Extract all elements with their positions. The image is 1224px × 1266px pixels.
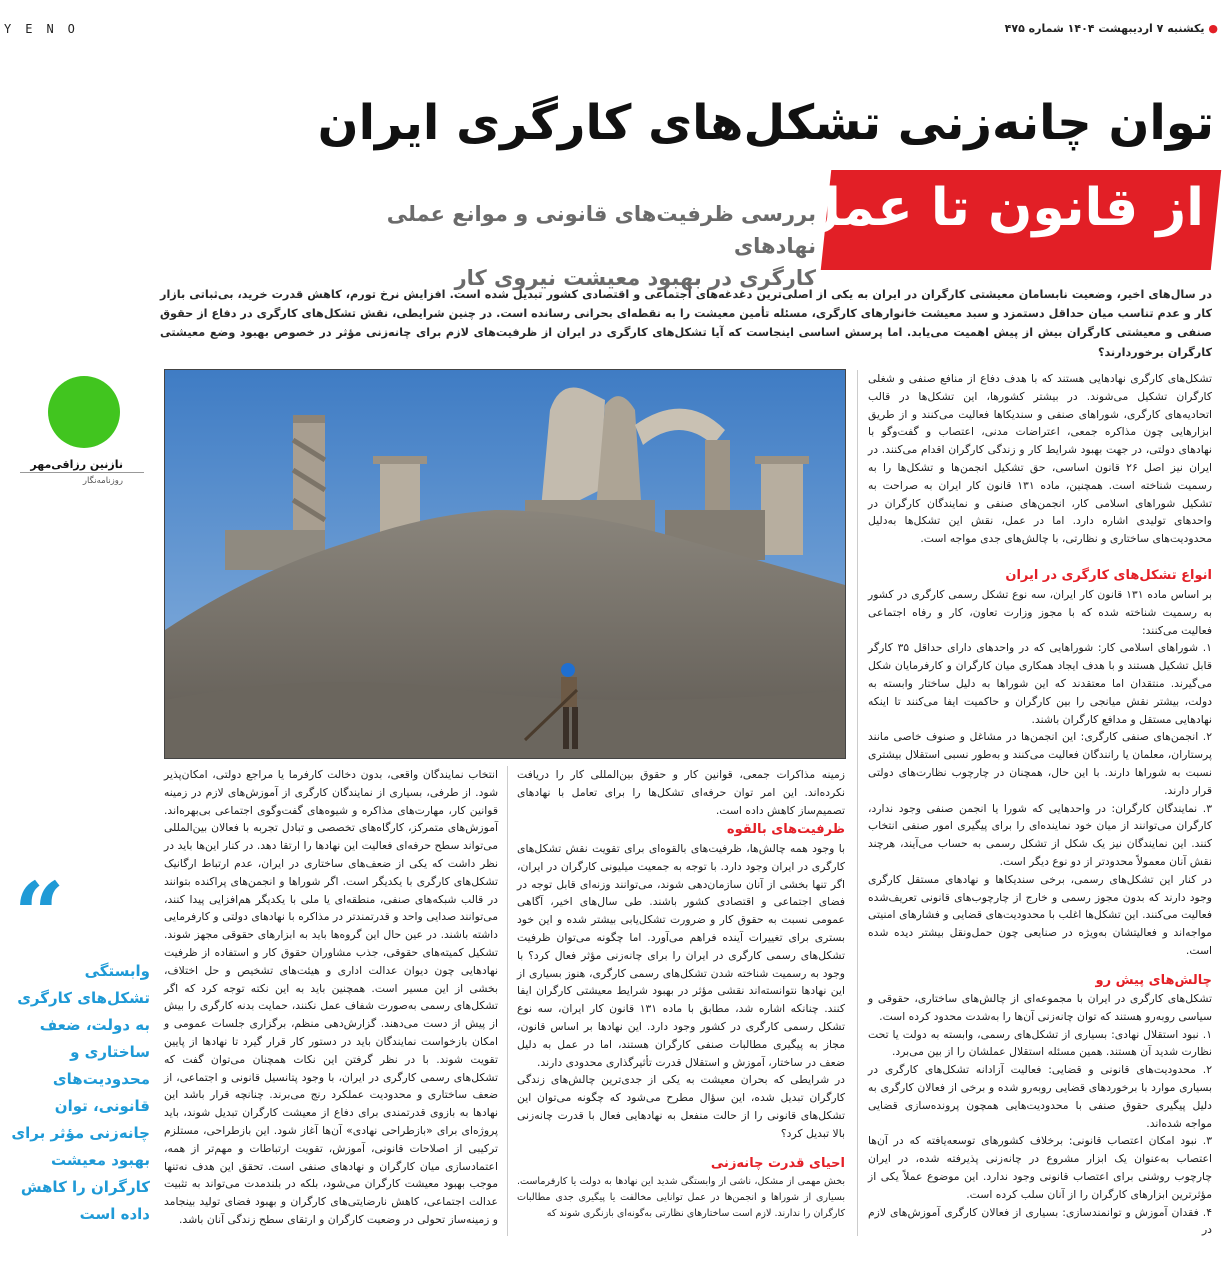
section-title-types: انواع تشکل‌های کارگری در ایران	[1005, 568, 1212, 583]
column-divider	[857, 370, 858, 1236]
quote-mark-icon: “	[14, 862, 65, 966]
section-title-revival: احیای قدرت چانه‌زنی	[710, 1156, 845, 1171]
left-column-body	[164, 766, 498, 1229]
lead-paragraph: در سال‌های اخیر، وضعیت نابسامان معیشتی کارگران در ایران به یکی از اصلی‌ترین دغدغه‌های اجتماعی و اقتصادی کشور تبدیل شده است. افزایش نرخ تورم، کاهش قدرت خرید، بی‌ثباتی بازار کار و عدم تناسب میان حداقل دستمزد و سبد معیشت خانوارهای کارگری، مسئله تأمین معیشت را به نقطه‌ای بحرانی رسانده است. در چنین شرایطی، نقش تشکل‌های کارگری در دفاع از حقوق صنفی و معیشتی کارگران بیش از پیش اهمیت می‌یابد. اما پرسش اساسی اینجاست که آیا تشکل‌های کارگری در ایران از ظرفیت‌های لازم برای چانه‌زنی مؤثر در خصوص بهبود وضع معیشتی کارگران برخوردارند؟	[160, 288, 1212, 359]
section-body-types	[868, 586, 1212, 960]
intro-paragraph: تشکل‌های کارگری نهادهایی هستند که با هدف دفاع از منافع صنفی و شغلی کارگران تشکیل می‌شوند. در بیشتر کشورها، این تشکل‌ها در قالب اتحادیه‌های کارگری، شوراهای صنفی و سندیکاها فعالیت می‌کنند و از طریق ابزارهایی چون مذاکره جمعی، اعتراضات مدنی، اعتصاب و گفت‌وگو با نهادهای دولتی، در جهت بهبود شرایط کار و زندگی کارگران اقدام می‌کنند. در ایران نیز اصل ۲۶ قانون اساسی، حق تشکیل انجمن‌ها و تشکل‌ها را به رسمیت شناخته است. همچنین، ماده ۱۳۱ قانون کار ایران به صراحت به تشکیل شوراهای اسلامی کار، انجمن‌های صنفی و نمایندگان کارگران در واحدهای تولیدی اشاره دارد. اما در عمل، نقش این تشکل‌ها به‌دلیل محدودیت‌های ساختاری و نظارتی، با چالش‌های جدی مواجه است.	[868, 372, 1212, 546]
issue-date-line	[1005, 22, 1218, 35]
headline: توان چانه‌زنی تشکل‌های کارگری ایران	[317, 95, 1214, 151]
paragraph: ۱. نبود استقلال نهادی: بسیاری از تشکل‌های رسمی، وابسته به دولت یا تحت نظارت شدید آن هستند. همین مسئله استقلال عملشان را از بین می‌برد.	[868, 1027, 1212, 1059]
column-divider	[507, 766, 508, 1236]
paragraph: ۲. انجمن‌های صنفی کارگری: این انجمن‌ها در مشاغل و صنوف خاصی مانند پرستاران، معلمان یا رانندگان فعالیت می‌کنند و به‌طور نسبی استقلال بیشتری نسبت به شوراها دارند. با این حال، همچنان در چارچوب نظارت‌های دولتی قرار دارند.	[868, 730, 1212, 797]
section-body-challenges	[868, 990, 1212, 1239]
paragraph: ۴. فقدان آموزش و توانمندسازی: بسیاری از فعالان کارگری آموزش‌های لازم در	[868, 1205, 1212, 1237]
author-avatar	[48, 376, 120, 448]
paragraph: انتخاب نمایندگان واقعی، بدون دخالت کارفرما یا مراجع دولتی، امکان‌پذیر شود. از طرفی، بسیاری از نمایندگان کارگری از آموزش‌های لازم در زمینه قوانین کار، مهارت‌های مذاکره و شیوه‌های گفت‌وگوی اجتماعی بی‌بهره‌اند. آموزش‌های متمرکز، کارگاه‌های تخصصی و تبادل تجربه با فعالان بین‌المللی می‌تواند سطح حرفه‌ای فعالیت این نهادها را ارتقا دهد. در کنار این‌ها باید در نظر داشت که یکی از ضعف‌های ساختاری در ایران، عدم ارتباط ارگانیک تشکل‌های کارگری با یکدیگر است. اگر شوراها و انجمن‌های پراکنده بتوانند در قالب شبکه‌های صنفی، منطقه‌ای یا ملی با یکدیگر هم‌افزایی پیدا کنند، می‌توانند صدایی واحد و قدرتمندتر در مذاکره با نهادهای دولتی و کارفرمایی داشته باشند. در عین حال این گروه‌ها باید به ابزارهای حقوقی مجهز شوند. تشکیل کمیته‌های حقوقی، جذب مشاوران حقوق کار و استفاده از ظرفیت نهادهایی چون دیوان عدالت اداری و هیئت‌های تشخیص و حل اختلاف، بخشی از این مسیر است. همچنین باید به این نکته توجه کرد که اگر تشکل‌های رسمی به‌صورت شفاف عمل نکنند، حمایت بدنه کارگری را بیش از پیش از دست می‌دهند. گزارش‌دهی منظم، برگزاری جلسات عمومی و امکان بازخواست نمایندگان باید در دستور کار قرار گیرد تا نهادها از پایین تقویت شوند. با در نظر گرفتن این نکات همچنان می‌توان گفت که تشکل‌های رسمی کارگری در ایران، با وجود پتانسیل قانونی و اجتماعی، از ضعف ساختاری و محدودیت عملکرد رنج می‌برند. چنانچه قرار باشد این نهادها به بازوی قدرتمندی برای دفاع از معیشت کارگران تبدیل شوند، باید پروژه‌ای برای «بازطراحی نهادی» آن‌ها آغاز شود. این بازطراحی، مستلزم ترکیبی از اصلاحات قانونی، آموزش، تقویت ارتباطات و مهم‌تر از همه، اعتمادسازی میان کارگران و نهادهای صنفی است. تحقق این هدف نه‌تنها موجب بهبود معیشت کارگران می‌شود، بلکه در بلندمدت می‌تواند به تثبیت عدالت اجتماعی، کاهش نارضایتی‌های کارگران و بهبود فضای تولید بینجامد و زمینه‌ساز تحولی در وضعیت کارگران و ارتقای سطح زندگی آنان باشد.	[164, 768, 498, 1226]
paragraph: در کنار این تشکل‌های رسمی، برخی سندیکاها و نهادهای مستقل کارگری وجود دارند که بدون مجوز رسمی و خارج از چارچوب‌های قانونی تعریف‌شده فعالیت می‌کنند. این تشکل‌ها اغلب با محدودیت‌های قضایی و فشارهای امنیتی مواجه‌اند و فعالیتشان به‌ویژه در صنایعی چون حمل‌ونقل بیشتر دیده شده است.	[868, 872, 1212, 957]
paragraph: با وجود همه چالش‌ها، ظرفیت‌های بالقوه‌ای برای تقویت نقش تشکل‌های کارگری در ایران وجود دارد. با توجه به جمعیت میلیونی کارگران در ایران، اگر تنها بخشی از آنان سازمان‌دهی شوند، می‌توانند وزنه‌ای قابل توجه در فضای اجتماعی و اقتصادی کشور باشند. طی سال‌های اخیر، آگاهی عمومی نسبت به حقوق کار و ضرورت تشکل‌یابی بیشتر شده و این خود بستری برای تغییرات آینده فراهم می‌آورد. اما چگونه می‌توان ظرفیت تشکل‌های رسمی کارگری در ایران را برای چانه‌زنی مؤثر فعال کرد؟ با وجود به رسمیت شناخته شدن تشکل‌های رسمی کارگری، هنوز بسیاری از این نهادها نتوانسته‌اند نقشی مؤثر در بهبود شرایط معیشتی کارگران ایفا کنند. چنانکه اشاره شد، مطابق با ماده ۱۳۱ قانون کار ایران، سه نوع تشکل رسمی کارگری در کشور وجود دارد. این نهادها بر اساس قانون، مجاز به پیگیری مطالبات صنفی کارگران هستند، اما در عمل به دلیل ضعف در ساختار، آموزش و استقلال قدرت تأثیرگذاری محدودی دارند.	[517, 842, 845, 1069]
pull-quote: وابستگی تشکل‌های کارگری به دولت، ضعف ساختاری و محدودیت‌های قانونی، توان چانه‌زنی مؤثر برای بهبود معیشت کارگران را کاهش داده است	[11, 962, 150, 1223]
article-photo	[164, 369, 846, 759]
kicker-title: از قانون تا عمل	[795, 178, 1204, 238]
section-body-revival	[517, 1174, 845, 1221]
subheadline	[376, 198, 816, 294]
paragraph: بر اساس ماده ۱۳۱ قانون کار ایران، سه نوع تشکل رسمی کارگری در کشور به رسمیت شناخته شده که با مجوز وزارت تعاون، کار و رفاه اجتماعی فعالیت می‌کنند:	[868, 588, 1213, 637]
paragraph: ۲. محدودیت‌های قانونی و قضایی: فعالیت آزادانه تشکل‌های کارگری در بسیاری موارد با برخوردهای قضایی روبه‌رو شده و برخی از فعالان کارگری به دلیل پیگیری حقوق صنفی با محدودیت‌هایی همچون پرونده‌سازی قضایی مواجه شده‌اند.	[868, 1063, 1212, 1130]
paragraph: ۳. نبود امکان اعتصاب قانونی: برخلاف کشورهای توسعه‌یافته که در آن‌ها اعتصاب به‌عنوان یک ابزار مشروع در چانه‌زنی پذیرفته شده، در ایران چارچوب روشنی برای اعتصاب قانونی وجود ندارد. این موضوع عملاً یکی از مؤثرترین ابزارهای کارگران را از آنان سلب کرده است.	[868, 1134, 1212, 1201]
subhead-line-1: بررسی ظرفیت‌های قانونی و موانع عملی نهادهای	[386, 202, 816, 258]
section-body-potential	[517, 840, 845, 1143]
paragraph: بخش مهمی از مشکل، ناشی از وابستگی شدید این نهادها به دولت یا کارفرماست. بسیاری از شوراها و انجمن‌ها در عمل توانایی مخالفت یا پیگیری جدی مطالبات کارگران را ندارند. لازم است ساختارهای نظارتی به‌گونه‌ای بازنگری شوند که	[517, 1176, 845, 1219]
paragraph: در شرایطی که بحران معیشت به یکی از جدی‌ترین چالش‌های زندگی کارگران تبدیل شده، این سؤال مطرح می‌شود که چگونه می‌توان این تشکل‌های قانونی را از حالت منفعل به نهادهایی فعال با قدرت چانه‌زنی بالا تبدیل کرد؟	[517, 1073, 845, 1140]
worker-helmet-icon	[561, 663, 575, 677]
subhead-line-2: کارگری در بهبود معیشت نیروی کار	[454, 266, 816, 290]
section-title-potential: ظرفیت‌های بالقوه	[726, 822, 845, 837]
cement-factory-photo	[165, 370, 845, 758]
red-bullet-icon: ●	[1204, 22, 1218, 35]
issue-text: یکشنبه ۷ اردیبهشت ۱۴۰۴ شماره ۴۷۵	[1004, 22, 1205, 35]
paragraph: ۳. نمایندگان کارگران: در واحدهایی که شورا یا انجمن صنفی وجود ندارد، کارگران می‌توانند از میان خود نماینده‌ای را برای پیگیری امور صنفی انتخاب کنند. این نمایندگان نیز یک شکل از تشکل رسمی به حساب می‌آیند، هرچند نقش آنان معمولاً محدودتر از دو نوع دیگر است.	[868, 801, 1212, 868]
paragraph: ۱. شوراهای اسلامی کار: شوراهایی که در واحدهای دارای حداقل ۳۵ کارگر قابل تشکیل هستند و با هدف ایجاد همکاری میان کارگران و کارفرمایان شکل می‌گیرند. منتقدان اما معتقدند که این شوراها به دلیل ساختار وابسته به دولت، بیشتر نقش میانجی را بین کارگران و حاکمیت ایفا می‌کنند تا اینکه نهادهایی مستقل و مدافع کارگران باشند.	[868, 641, 1212, 726]
masthead-logo: YENO	[4, 22, 89, 36]
author-name: نازنین رزاقی‌مهر	[30, 458, 123, 471]
continued-paragraph: زمینه مذاکرات جمعی، قوانین کار و حقوق بین‌المللی کار را دریافت نکرده‌اند. این امر توان حرفه‌ای تشکل‌ها را برای تعامل با نهادهای تصمیم‌ساز کاهش داده است.	[517, 768, 845, 817]
paragraph: تشکل‌های کارگری در ایران با مجموعه‌ای از چالش‌های ساختاری، حقوقی و سیاسی روبه‌رو هستند که توان چانه‌زنی آن‌ها را به‌شدت محدود کرده است.	[868, 992, 1212, 1023]
author-divider	[20, 472, 144, 473]
author-role: روزنامه‌نگار	[82, 476, 123, 486]
section-title-challenges: چالش‌های پیش رو	[1095, 973, 1212, 988]
